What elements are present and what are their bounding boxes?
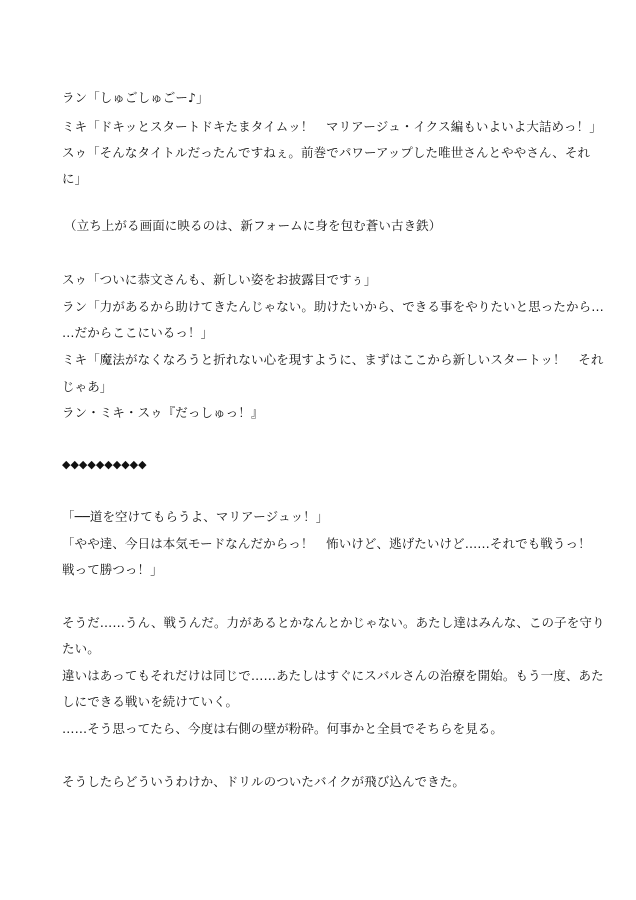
- text-line: 「──道を空けてもらうよ、マリアージュッ！」: [62, 509, 329, 524]
- text-line: 違いはあってもそれだけは同じで……あたしはすぐにスバルさんの治療を開始。もう一度、あた: [62, 668, 604, 683]
- text-line: たい。: [62, 641, 100, 656]
- text-line: スゥ「そんなタイトルだったんですねぇ。前巻でパワーアップした唯世さんとややさん、それ: [62, 145, 591, 160]
- text-line: （立ち上がる画面に映るのは、新フォームに身を包む蒼い古き鉄）: [64, 218, 442, 233]
- text-line: ラン「力があるから助けてきたんじゃない。助けたいから、できる事をやりたいと思ったから…: [62, 299, 604, 314]
- text-line: …だからここにいるっ！」: [62, 325, 214, 340]
- text-line: 「やや達、今日は本気モードなんだからっ！ 怖いけど、逃げたいけど……それでも戦うっ！: [62, 536, 591, 551]
- text-line: 戦って勝つっ！」: [62, 562, 163, 577]
- text-line: ラン「しゅごしゅごー♪」: [62, 90, 209, 105]
- text-line: そうしたらどういうわけか、ドリルのついたバイクが飛び込んできた。: [62, 774, 465, 789]
- section-break: ◆◆◆◆◆◆◆◆◆◆: [62, 458, 147, 471]
- text-line: ミキ「ドキッとスタートドキたまタイムッ！ マリアージュ・イクス編もいよいよ大詰めっ！」: [62, 119, 602, 134]
- text-line: スゥ「ついに恭文さんも、新しい姿をお披露目ですぅ」: [62, 272, 377, 287]
- text-line: ミキ「魔法がなくなろうと折れない心を現すように、まずはここから新しいスタートッ！ それ: [62, 352, 604, 367]
- text-line: に」: [62, 171, 88, 186]
- text-line: じゃあ」: [62, 379, 113, 394]
- text-line: ラン・ミキ・スゥ『だっしゅっ！』: [62, 405, 264, 420]
- text-line: ……そう思ってたら、今度は右側の壁が粉砕。何事かと全員でそちらを見る。: [62, 721, 504, 736]
- text-line: しにできる戦いを続けていく。: [62, 694, 239, 709]
- text-line: そうだ……うん、戦うんだ。力があるとかなんとかじゃない。あたし達はみんな、この子を守り: [62, 615, 605, 630]
